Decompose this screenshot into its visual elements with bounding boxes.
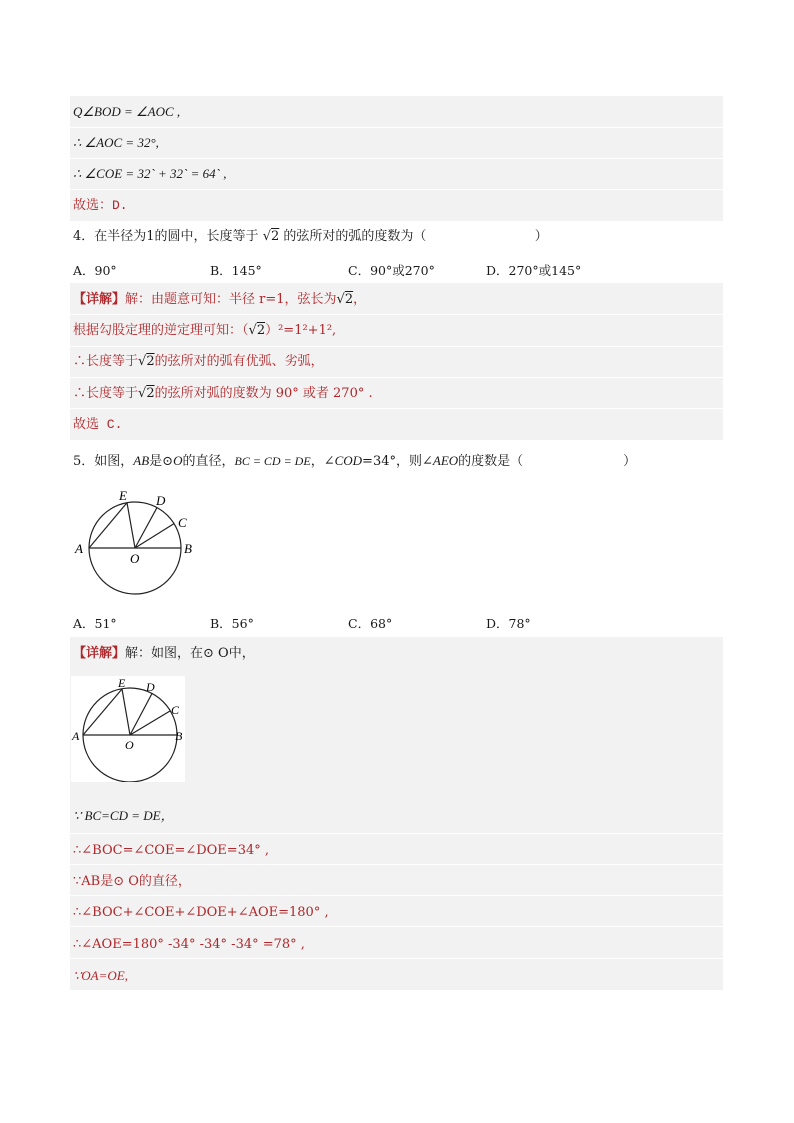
q5-option-b: B．56°	[210, 616, 254, 631]
sol3-line-1: Q∠BOD = ∠AOC ,	[73, 104, 181, 119]
sol5-line-2: ∵ BC=CD = DE，	[73, 808, 174, 823]
sol4-text: 的弦所对弧的度数为 90° 或者 270° .	[154, 386, 373, 401]
label-d: D	[156, 493, 166, 508]
row-divider	[70, 864, 723, 865]
circle-figure-2	[71, 676, 185, 782]
detail-tag: 【详解】	[73, 292, 126, 307]
q5-text: 是⊙	[149, 454, 174, 469]
sol5-line-5: ∴∠BOC+∠COE+∠DOE+∠AOE=180° ,	[73, 905, 329, 920]
q4-option-a: A．90°	[73, 263, 117, 278]
q4-paren: ）	[534, 229, 548, 244]
sol4-line-2	[73, 323, 336, 339]
sqrt-symbol: √2	[138, 354, 155, 369]
q4-stem	[73, 229, 548, 245]
sol4-text: 解：由题意可知：半径 r=1，弦长为	[125, 292, 337, 307]
label-c: C	[178, 515, 187, 530]
sol3-line-2: ∴ ∠AOC = 32°,	[73, 135, 159, 150]
row-divider	[70, 158, 723, 159]
q5-text: COD	[334, 453, 363, 468]
sol3-line-3: ∴ ∠COE = 32` + 32` = 64` ,	[73, 166, 227, 181]
sqrt-arg: 2	[270, 229, 280, 244]
sqrt-symbol: √2	[138, 386, 155, 401]
sol5-line-4: ∵AB是⊙ O的直径，	[73, 874, 191, 889]
row-divider	[70, 926, 723, 927]
row-divider	[70, 189, 723, 190]
sqrt-symbol: √2	[262, 229, 280, 244]
q5-text: 5．如图，	[73, 454, 134, 469]
q5-stem	[73, 453, 636, 470]
q4-stem-text: 4．在半径为1的圆中，长度等于	[73, 229, 259, 244]
q5-text: AEO	[432, 453, 459, 468]
sol4-text: ，	[353, 292, 367, 307]
row-divider	[70, 958, 723, 959]
label-e: E	[119, 488, 127, 503]
row-divider	[70, 346, 723, 347]
detail-tag: 【详解】	[73, 646, 126, 661]
q5-text: =34°，则∠	[362, 454, 433, 469]
sol4-line-1	[73, 292, 366, 308]
q5-arcs: BC = CD = DE	[234, 454, 311, 468]
q5-text: 的度数是（	[458, 454, 524, 469]
label-b: B	[175, 729, 183, 743]
q5-paren: ）	[623, 454, 637, 469]
sol4-line-4	[73, 386, 373, 402]
label-a: A	[75, 541, 83, 556]
q5-option-a: A．51°	[73, 616, 117, 631]
q4-option-c: C．90°或270°	[348, 263, 435, 278]
q4-stem-text-2: 的弦所对的弧的度数为（	[283, 229, 427, 244]
label-d: D	[146, 680, 155, 694]
sol4-text: ∴长度等于	[73, 386, 139, 401]
sol4-text: ）²=1²+1²,	[265, 323, 337, 338]
sol5-text: 解：如图，在⊙ O中，	[125, 646, 255, 661]
q4-option-d: D．270°或145°	[486, 263, 582, 278]
sol4-line-3	[73, 354, 324, 370]
sol5-line-6: ∴∠AOE=180° -34° -34° -34° =78° ,	[73, 937, 305, 952]
q5-option-c: C．68°	[348, 616, 393, 631]
q5-text: O	[173, 453, 183, 468]
sol4-text: 的弦所对的弧有优弧、劣弧，	[154, 354, 324, 369]
sol4-text: 根据勾股定理的逆定理可知：（	[73, 323, 249, 338]
label-o: O	[125, 738, 134, 752]
sol5-line-1	[73, 646, 255, 662]
row-divider	[70, 895, 723, 896]
q5-text: ，∠	[310, 454, 335, 469]
label-o: O	[130, 551, 140, 566]
label-c: C	[171, 703, 180, 717]
row-divider	[70, 314, 723, 315]
row-divider	[70, 377, 723, 378]
sol4-answer: 故选 C.	[73, 417, 123, 432]
row-divider	[70, 833, 723, 834]
row-divider	[70, 127, 723, 128]
label-a: A	[72, 729, 80, 743]
q5-text: 的直径，	[182, 454, 235, 469]
sol5-line-3: ∴∠BOC=∠COE=∠DOE=34° ,	[73, 843, 269, 858]
row-divider	[70, 408, 723, 409]
circle-figure	[70, 485, 200, 600]
sol3-answer: 故选：D.	[73, 198, 128, 213]
sol4-text: ∴长度等于	[73, 354, 139, 369]
q5-option-d: D．78°	[486, 616, 531, 631]
q4-option-b: B．145°	[210, 263, 262, 278]
label-e: E	[118, 676, 126, 690]
q5-text: AB	[133, 453, 150, 468]
sqrt-symbol: √2	[336, 292, 354, 307]
sqrt-symbol: √2	[248, 323, 266, 338]
sol5-line-7: ∵OA=OE,	[73, 968, 128, 983]
label-b: B	[184, 541, 192, 556]
